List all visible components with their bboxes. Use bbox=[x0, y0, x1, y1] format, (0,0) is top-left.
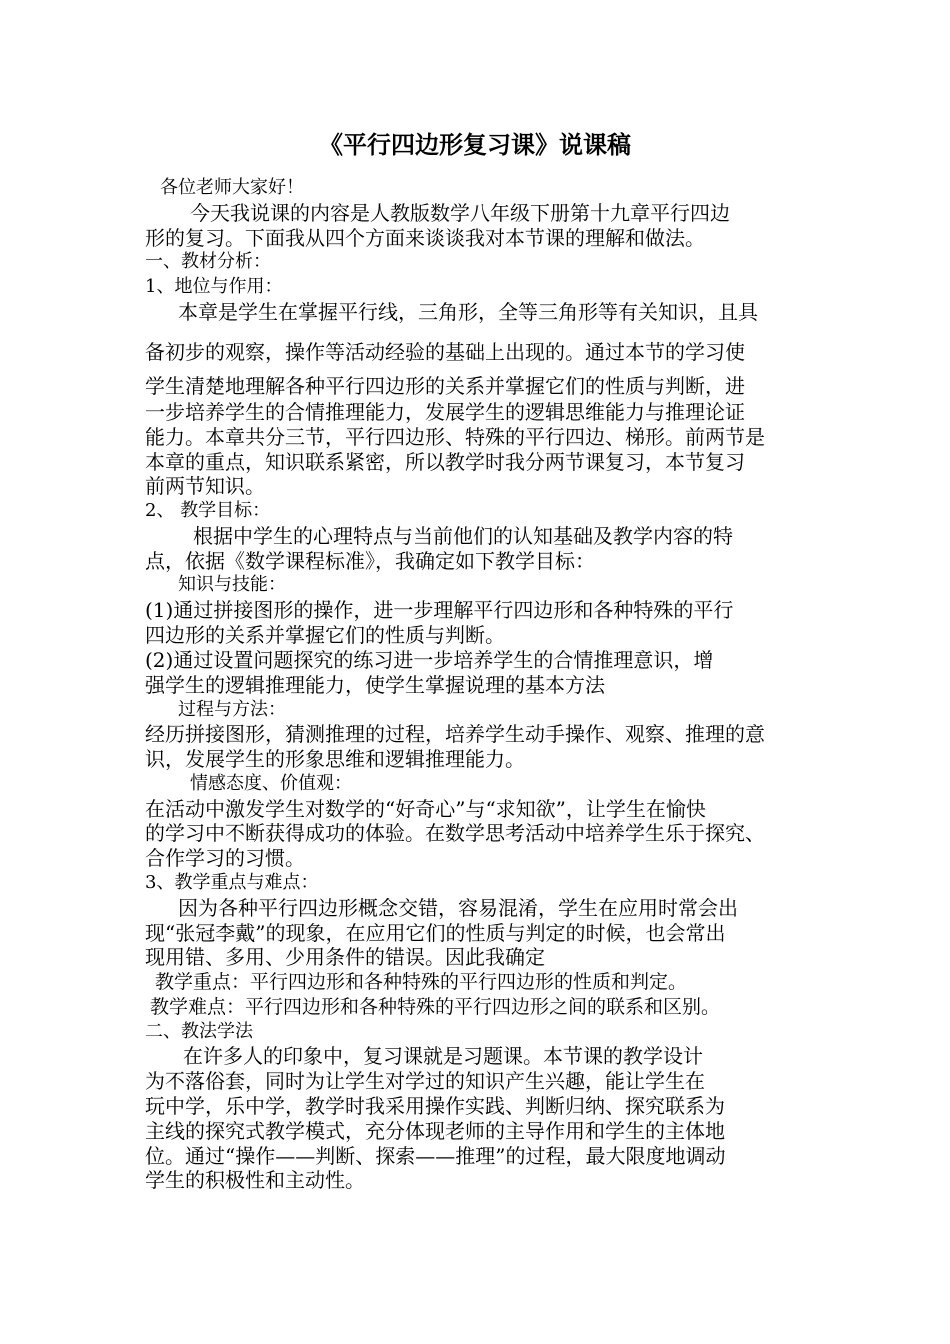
paragraph-line: 一步培养学生的合情推理能力，发展学生的逻辑思维能力与推理论证 bbox=[145, 400, 745, 424]
paragraph-line: 现“张冠李戴”的现象，在应用它们的性质与判定的时候，也会常出 bbox=[145, 921, 726, 945]
goal-line: 合作学习的习惯。 bbox=[145, 846, 305, 870]
goal-line: 在活动中激发学生对数学的“好奇心”与“求知欲”，让学生在愉快 bbox=[145, 797, 706, 821]
goal-line: (2)通过设置问题探究的练习进一步培养学生的合情推理意识，增 bbox=[145, 648, 714, 672]
paragraph-line: 现用错、多用、少用条件的错误。因此我确定 bbox=[145, 945, 545, 969]
goal-line: 四边形的关系并掌握它们的性质与判断。 bbox=[145, 623, 505, 647]
goal-heading-knowledge: 知识与技能： bbox=[178, 574, 286, 595]
section-heading-2: 二、教法学法 bbox=[145, 1021, 253, 1042]
paragraph-line: 前两节知识。 bbox=[145, 474, 265, 498]
subsection-heading-1: 1、地位与作用： bbox=[145, 276, 283, 297]
goal-line: 强学生的逻辑推理能力，使学生掌握说理的基本方法 bbox=[145, 673, 605, 697]
paragraph-line: 在许多人的印象中，复习课就是习题课。本节课的教学设计 bbox=[183, 1044, 703, 1068]
goal-line: (1)通过拼接图形的操作，进一步理解平行四边形和各种特殊的平行 bbox=[145, 598, 734, 622]
subsection-heading-3: 3、教学重点与难点： bbox=[145, 872, 319, 893]
paragraph-line: 主线的探究式教学模式，充分体现老师的主导作用和学生的主体地 bbox=[145, 1119, 725, 1143]
paragraph-line: 玩中学，乐中学，教学时我采用操作实践、判断归纳、探究联系为 bbox=[145, 1094, 725, 1118]
greeting-line: 各位老师大家好！ bbox=[160, 177, 304, 198]
paragraph-line: 本章的重点，知识联系紧密，所以教学时我分两节课复习，本节复习 bbox=[145, 450, 745, 474]
goal-line: 识，发展学生的形象思维和逻辑推理能力。 bbox=[145, 747, 525, 771]
section-heading-1: 一、教材分析： bbox=[145, 251, 271, 272]
key-point-line: 教学重点：平行四边形和各种特殊的平行四边形的性质和判定。 bbox=[155, 971, 688, 993]
paragraph-line: 本章是学生在掌握平行线，三角形，全等三角形等有关知识，且具 bbox=[178, 300, 758, 324]
paragraph-line: 备初步的观察，操作等活动经验的基础上出现的。通过本节的学习使 bbox=[145, 340, 745, 364]
paragraph-line: 为不落俗套，同时为让学生对学过的知识产生兴趣，能让学生在 bbox=[145, 1069, 705, 1093]
intro-line-1: 今天我说课的内容是人教版数学八年级下册第十九章平行四边 bbox=[190, 201, 730, 225]
goal-heading-process: 过程与方法： bbox=[178, 699, 286, 720]
document-title: 《平行四边形复习课》说课稿 bbox=[319, 131, 631, 159]
intro-line-2: 形的复习。下面我从四个方面来谈谈我对本节课的理解和做法。 bbox=[145, 226, 705, 250]
paragraph-line: 能力。本章共分三节，平行四边形、特殊的平行四边、梯形。前两节是 bbox=[145, 425, 765, 449]
goal-line: 的学习中不断获得成功的体验。在数学思考活动中培养学生乐于探究、 bbox=[145, 821, 765, 845]
paragraph-line: 根据中学生的心理特点与当前他们的认知基础及教学内容的特 bbox=[193, 524, 733, 548]
goal-line: 经历拼接图形，猜测推理的过程，培养学生动手操作、观察、推理的意 bbox=[145, 722, 765, 746]
paragraph-line: 学生的积极性和主动性。 bbox=[145, 1168, 365, 1192]
paragraph-line: 因为各种平行四边形概念交错，容易混淆，学生在应用时常会出 bbox=[178, 896, 738, 920]
difficult-point-line: 教学难点：平行四边形和各种特殊的平行四边形之间的联系和区别。 bbox=[150, 996, 721, 1018]
subsection-heading-2: 2、 教学目标： bbox=[145, 500, 271, 521]
paragraph-line: 学生清楚地理解各种平行四边形的关系并掌握它们的性质与判断，进 bbox=[145, 374, 745, 398]
paragraph-line: 位。通过“操作——判断、探索——推理”的过程，最大限度地调动 bbox=[145, 1144, 726, 1168]
goal-heading-attitude: 情感态度、价值观： bbox=[190, 773, 352, 794]
paragraph-line: 点，依据《数学课程标准》，我确定如下教学目标： bbox=[145, 549, 595, 573]
